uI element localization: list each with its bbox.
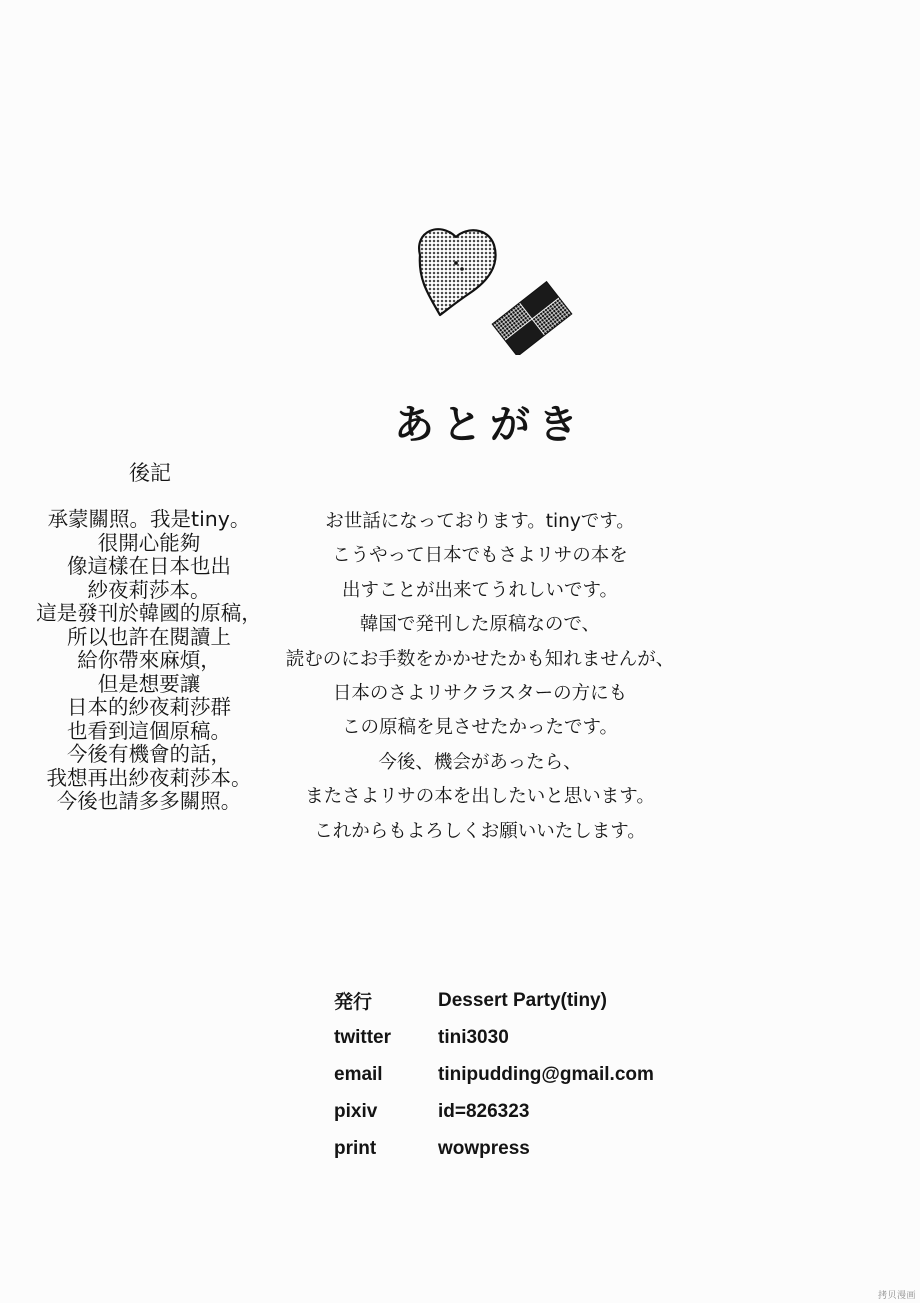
chinese-line: 承蒙關照。我是tiny。: [47, 507, 251, 531]
chinese-line: 所以也許在閱讀上: [67, 624, 231, 649]
chinese-line: 但是想要讓: [97, 671, 201, 696]
japanese-line: 今後、機会があったら、: [378, 751, 582, 773]
colophon-label: twitter: [334, 1026, 391, 1048]
japanese-line: これからもよろしくお願いいたします。: [314, 820, 646, 842]
colophon-label: print: [334, 1138, 377, 1160]
chinese-line: 給你帶來麻煩，: [77, 648, 221, 672]
chinese-heading: 後記: [129, 461, 171, 485]
watermark: 拷贝漫画: [877, 1291, 916, 1301]
heart-cookie-icon: [419, 229, 495, 315]
japanese-line: 読むのにお手数をかかせたかも知れませんが、: [285, 648, 675, 670]
chinese-line: 今後有機會的話，: [67, 742, 231, 766]
checkered-cookie-icon: [493, 282, 571, 355]
japanese-line: 韓国で発刊した原稿なので、: [359, 614, 601, 636]
colophon-label: pixiv: [334, 1101, 378, 1123]
printer-value: wowpress: [438, 1138, 530, 1160]
colophon-row-publisher: [334, 982, 694, 1019]
colophon-row-twitter: [334, 1019, 694, 1056]
chinese-line: 今後也請多多關照。: [56, 789, 242, 813]
colophon-label: 発行: [334, 992, 373, 1014]
chinese-afterword: [8, 508, 290, 814]
japanese-line: 出すことが出来てうれしいです。: [341, 579, 619, 601]
twitter-value: tini3030: [438, 1026, 509, 1048]
email-value: tinipudding@gmail.com: [438, 1063, 654, 1085]
colophon-row-pixiv: [334, 1094, 694, 1131]
chinese-line: 很開心能夠: [97, 530, 201, 555]
colophon-label: email: [334, 1063, 383, 1085]
cookie-decoration: [400, 215, 590, 355]
afterword-title: あとがき: [394, 401, 586, 448]
colophon-row-email: [334, 1056, 694, 1093]
japanese-line: 日本のさよリサクラスターの方にも: [332, 683, 628, 705]
chinese-line: 也看到這個原稿。: [67, 718, 231, 743]
chinese-line: 我想再出紗夜莉莎本。: [46, 765, 252, 790]
colophon-row-print: [334, 1131, 694, 1168]
colophon: [334, 982, 694, 1168]
japanese-afterword: [280, 505, 680, 849]
japanese-line: この原稿を見させたかったです。: [341, 717, 619, 739]
japanese-line: またさよリサの本を出したいと思います。: [305, 786, 655, 808]
chinese-line: 紗夜莉莎本。: [87, 577, 211, 602]
publisher-value: Dessert Party(tiny): [438, 989, 607, 1011]
pixiv-value: id=826323: [438, 1101, 530, 1123]
chinese-line: 日本的紗夜莉莎群: [67, 695, 231, 719]
japanese-line: お世話になっております。tinyです。: [325, 511, 635, 532]
chinese-line: 像這樣在日本也出: [67, 554, 231, 578]
japanese-line: こうやって日本でもさよリサの本を: [332, 545, 628, 567]
chinese-line: 這是發刊於韓國的原稿，: [36, 601, 262, 625]
